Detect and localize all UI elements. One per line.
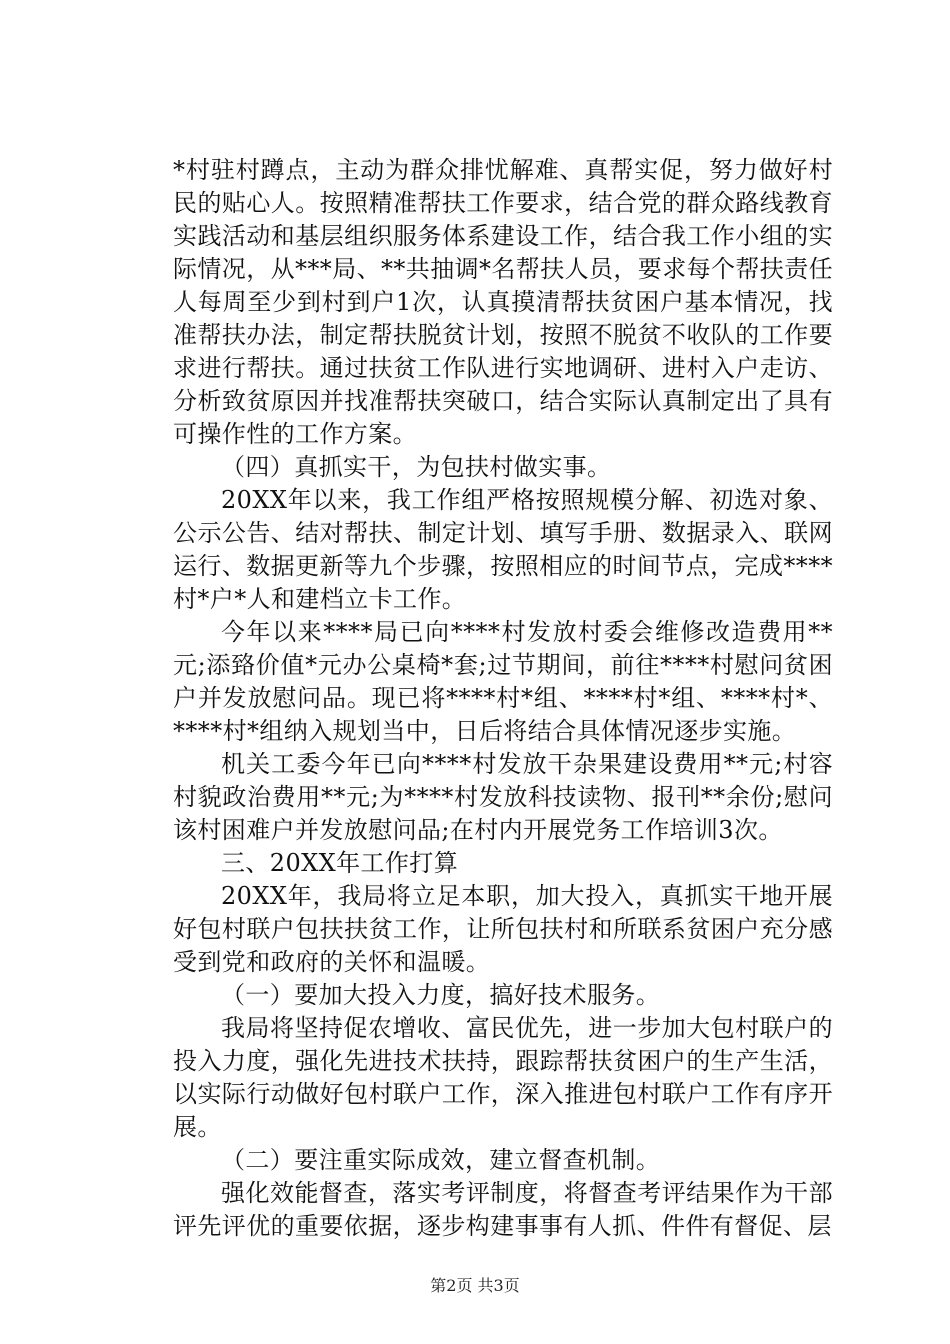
paragraph: 20XX年，我局将立足本职，加大投入，真抓实干地开展好包村联户包扶扶贫工作，让所包扶村和所联系贫困户充分感受到党和政府的关怀和温暖。: [173, 882, 833, 976]
paragraph: 我局将坚持促农增收、富民优先，进一步加大包村联户的投入力度，强化先进技术扶持，跟踪帮扶贫困户的生产生活，以实际行动做好包村联户工作，深入推进包村联户工作有序开展。: [173, 1014, 833, 1141]
document-body: [173, 154, 833, 1243]
subsection-heading-one: （一）要加大投入力度，搞好技术服务。: [221, 981, 661, 1009]
page-number-footer: 第2页 共3页: [430, 1276, 520, 1295]
section-heading-four: （四）真抓实干，为包扶村做实事。: [221, 453, 612, 481]
subsection-heading-two: （二）要注重实际成效，建立督查机制。: [221, 1146, 661, 1174]
paragraph: 20XX年以来，我工作组严格按照规模分解、初选对象、公示公告、结对帮扶、制定计划、填写手册、数据录入、联网运行、数据更新等九个步骤，按照相应的时间节点，完成****村*户*人和建档立卡工作。: [173, 486, 833, 613]
paragraph-continued: *村驻村蹲点，主动为群众排忧解难、真帮实促，努力做好村民的贴心人。按照精准帮扶工作要求，结合党的群众路线教育实践活动和基层组织服务体系建设工作，结合我工作小组的实际情况，从***局、**共抽调*名帮扶人员，要求每个帮扶责任人每周至少到村到户1次，认真摸清帮扶贫困户基本情况，找准帮扶办法，制定帮扶脱贫计划，按照不脱贫不收队的工作要求进行帮扶。通过扶贫工作队进行实地调研、进村入户走访、分析致贫原因并找准帮扶突破口，结合实际认真制定出了具有可操作性的工作方案。: [173, 156, 833, 448]
paragraph: 机关工委今年已向****村发放干杂果建设费用**元;村容村貌政治费用**元;为****村发放科技读物、报刊**余份;慰问该村困难户并发放慰问品;在村内开展党务工作培训3次。: [173, 750, 833, 844]
section-heading-three: 三、20XX年工作打算: [221, 849, 459, 877]
paragraph: 今年以来****局已向****村发放村委会维修改造费用**元;添臵价值*元办公桌椅*套;过节期间，前往****村慰问贫困户并发放慰问品。现已将****村*组、****村*组、****村*、****村*组纳入规划当中，日后将结合具体情况逐步实施。: [173, 618, 833, 745]
paragraph-continues: 强化效能督查，落实考评制度，将督查考评结果作为干部评先评优的重要依据，逐步构建事事有人抓、件件有督促、层: [173, 1179, 833, 1240]
